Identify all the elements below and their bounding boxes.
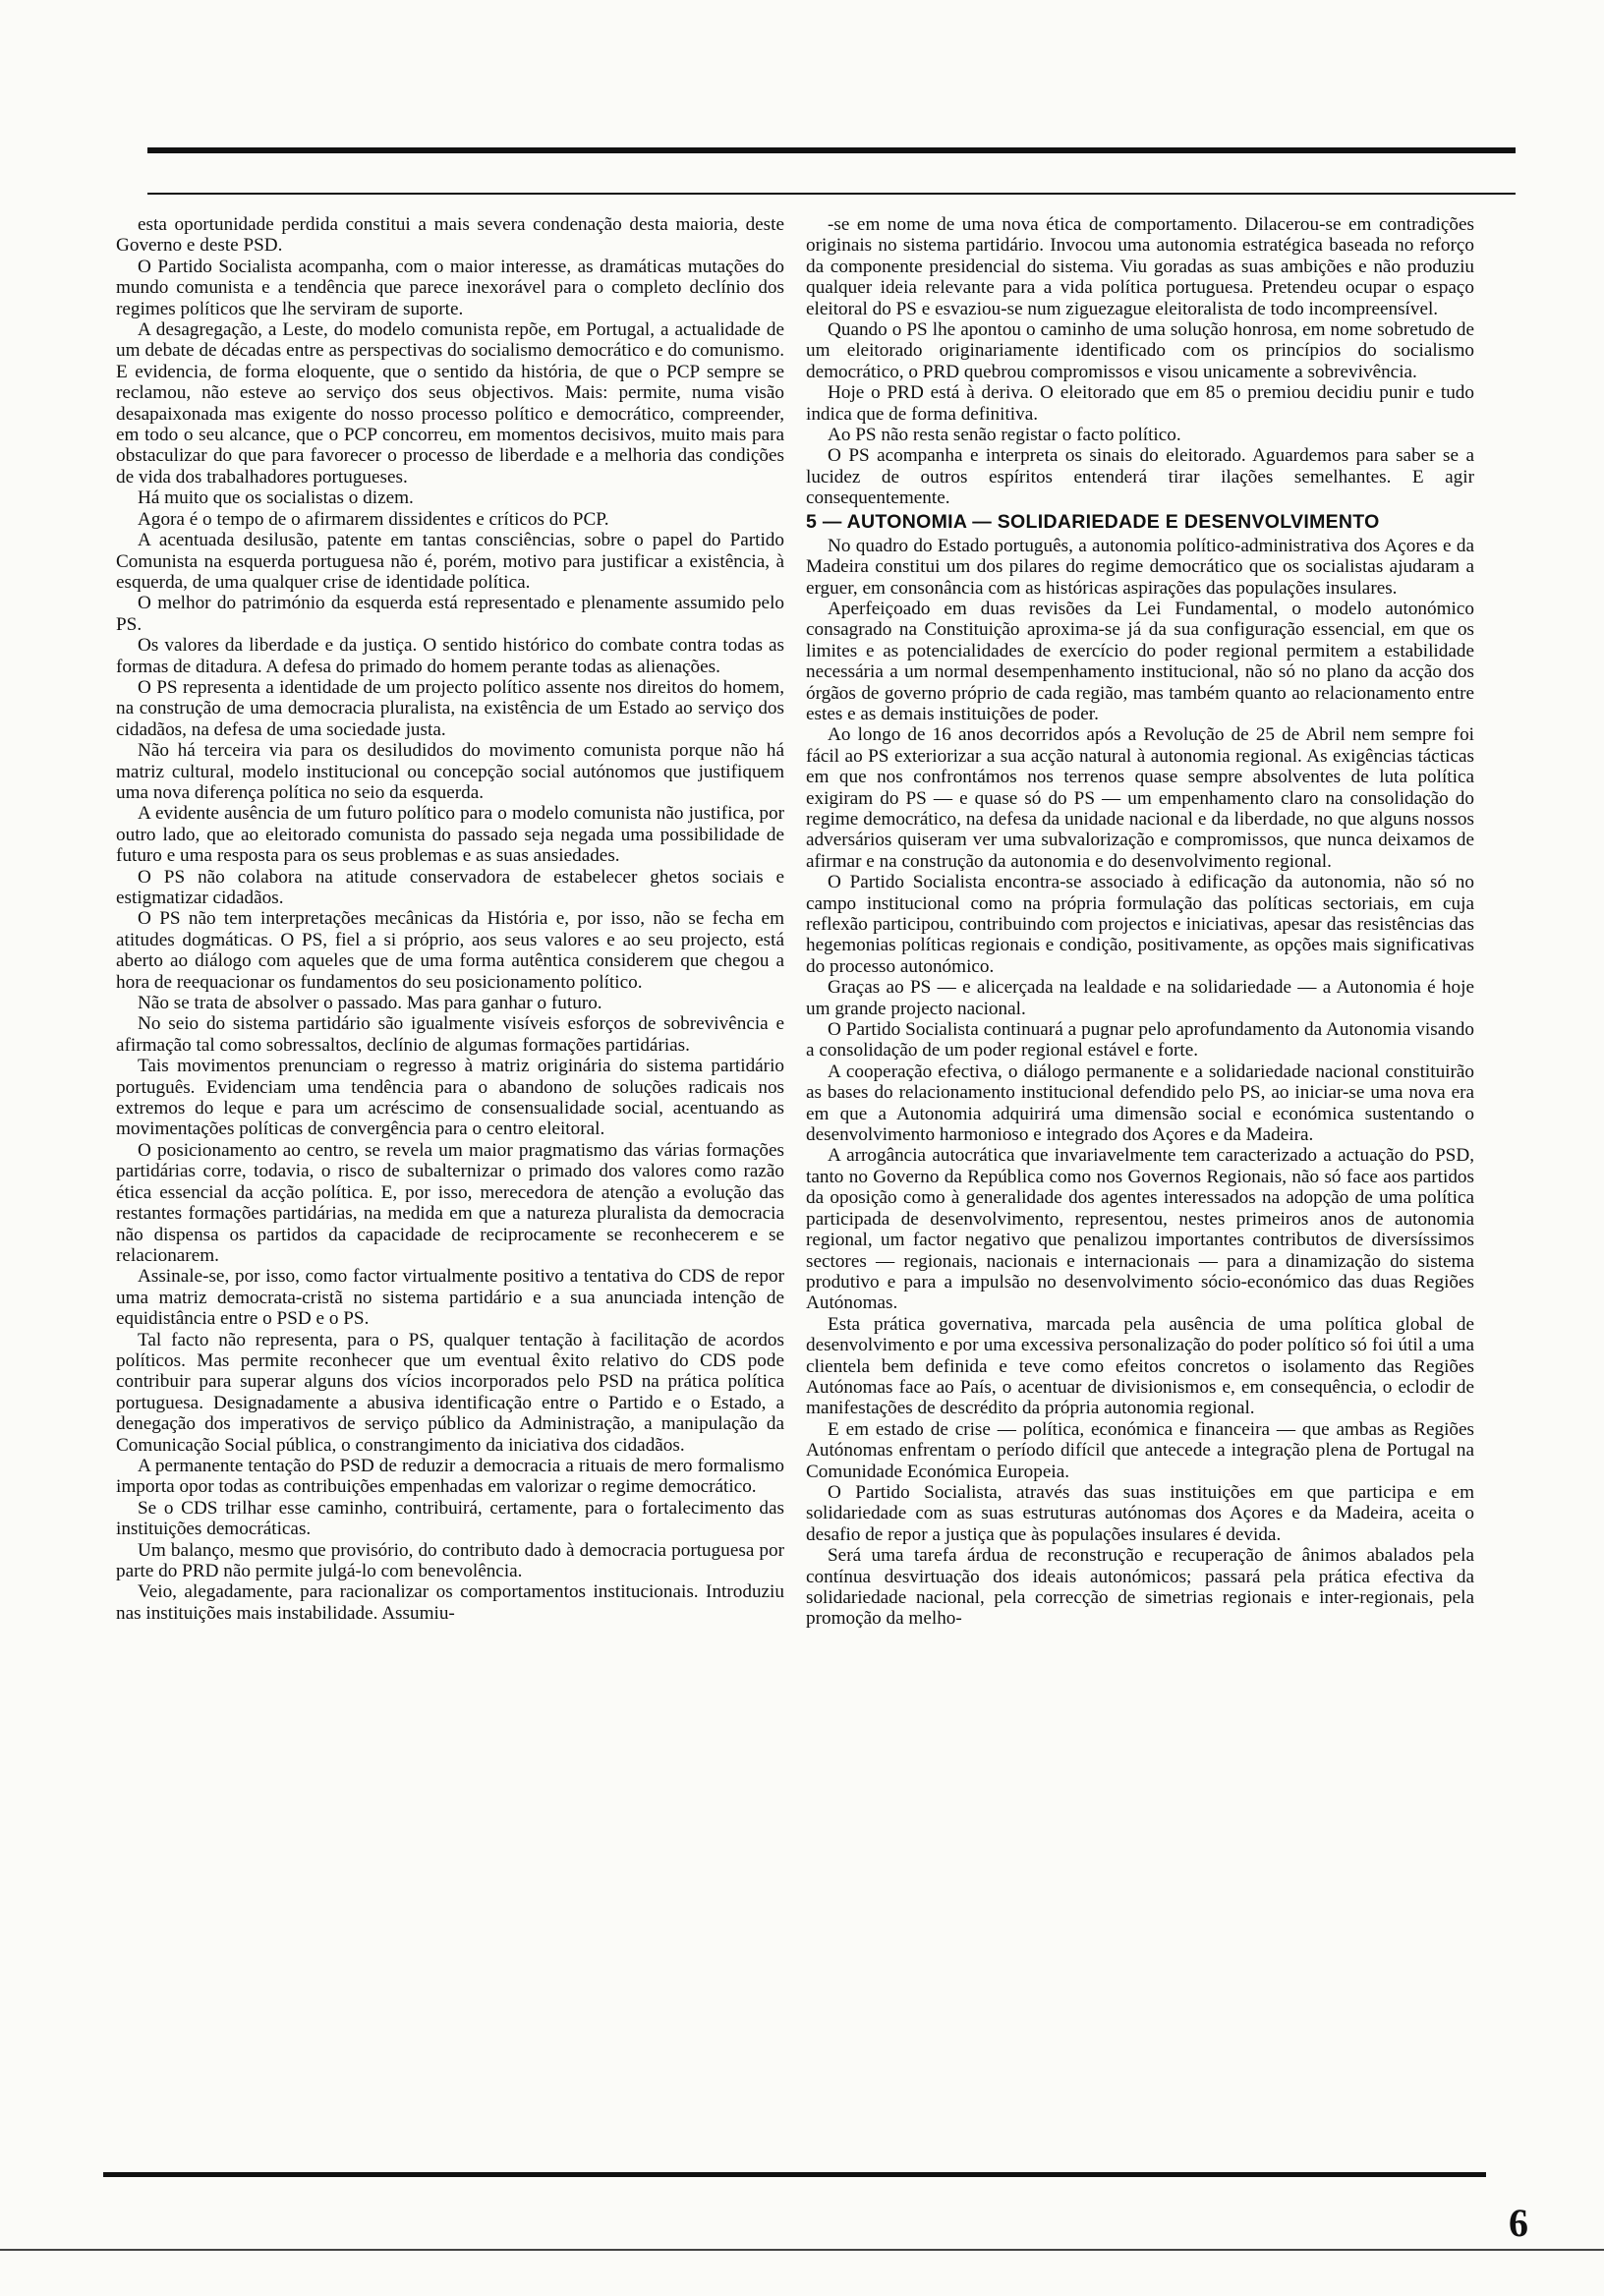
paragraph: O melhor do património da esquerda está representado e plenamente assumido pelo PS. — [116, 593, 784, 635]
paragraph: Tais movimentos prenunciam o regresso à matriz originária do sistema partidário português. Evidenciam uma tendência para o abandono de soluções radicais nos extremos do leque e para um acréscimo de consensualidade social, acentuando as movimentações políticas de convergência para o centro eleitoral. — [116, 1056, 784, 1140]
paragraph: Agora é o tempo de o afirmarem dissidentes e críticos do PCP. — [138, 508, 609, 530]
paragraph: Os valores da liberdade e da justiça. O sentido histórico do combate contra todas as formas de ditadura. A defesa do primado do homem perante todas as alienações. — [116, 635, 784, 677]
paragraph: O posicionamento ao centro, se revela um maior pragmatismo das várias formações partidárias corre, todavia, o risco de subalternizar o primado dos valores como razão ética essencial da acção política. E, por isso, merecedora de atenção a evolução das restantes formações partidárias, na medida em que a natureza pluralista da democracia não dispensa os partidos da capacidade de reciprocamente se reconhecerem e se relacionarem. — [116, 1139, 784, 1266]
paragraph: O PS não tem interpretações mecânicas da História e, por isso, não se fecha em atitudes dogmáticas. O PS, fiel a si próprio, aos seus valores e ao seu projecto, está aberto ao diálogo com aqueles que de uma forma autêntica considerem que chegou a hora de reequacionar os fundamentos do seu posicionamento político. — [116, 908, 784, 993]
paragraph: A arrogância autocrática que invariavelmente tem caracterizado a actuação do PSD, tanto no Governo da República como nos Governos Regionais, não só face aos partidos da oposição como à generalidade dos agentes interessados na adopção de uma política participada de desenvolvimento, representou, nestes primeiros anos de autonomia regional, um factor negativo que penalizou importantes contributos de diversíssimos sectores — regionais, nacionais e internacionais — para a dinamização do sistema produtivo e para a impulsão no desenvolvimento sócio-económico das duas Regiões Autónomas. — [806, 1145, 1474, 1314]
paragraph: O Partido Socialista acompanha, com o maior interesse, as dramáticas mutações do mundo comunista e a tendência que parece inexorável para o completo declínio dos regimes políticos que lhe serviram de suporte. — [116, 256, 784, 319]
paragraph: A permanente tentação do PSD de reduzir a democracia a rituais de mero formalismo importa opor todas as contribuições empenhadas em valorizar o regime democrático. — [116, 1455, 784, 1498]
page-number: 6 — [1509, 2201, 1528, 2245]
paragraph: O PS acompanha e interpreta os sinais do eleitorado. Aguardemos para saber se a lucidez de outros espíritos entenderá tirar ilações semelhantes. E agir consequentemente. — [806, 445, 1474, 509]
paragraph: Esta prática governativa, marcada pela ausência de uma política global de desenvolvimento e por uma excessiva personalização do poder político só foi útil a uma clientela bem definida e teve como efeitos concretos o isolamento das Regiões Autónomas face ao País, o acentuar de divisionismos e, em consequência, o eclodir de manifestações de descrédito da própria autonomia regional. — [806, 1313, 1474, 1419]
paragraph: O Partido Socialista encontra-se associado à edificação da autonomia, não só no campo institucional como na própria formulação das políticas sectoriais, em cuja reflexão participou, contribuindo com projectos e iniciativas, apesar das resistências das hegemonias políticas regionais e condição, positivamente, as opções mais significativas do processo autonómico. — [806, 872, 1474, 977]
bottom-rule — [103, 2172, 1486, 2177]
paragraph: esta oportunidade perdida constitui a mais severa condenação desta maioria, deste Governo e deste PSD. — [116, 214, 784, 257]
right-column-part-b — [806, 536, 1474, 1630]
paragraph: O PS não colabora na atitude conservadora de estabelecer ghetos sociais e estigmatizar cidadãos. — [116, 866, 784, 908]
paragraph: Quando o PS lhe apontou o caminho de uma solução honrosa, em nome sobretudo de um eleitorado originariamente identificado com os princípios do socialismo democrático, o PRD quebrou compromissos e visou unicamente a sobrevivência. — [806, 319, 1474, 382]
top-rule — [147, 147, 1516, 153]
paragraph: E em estado de crise — política, económica e financeira — que ambas as Regiões Autónomas enfrentam o período difícil que antecede a integração plena de Portugal na Comunidade Económica Europeia. — [806, 1418, 1474, 1482]
paragraph: Ao longo de 16 anos decorridos após a Revolução de 25 de Abril nem sempre foi fácil ao PS exteriorizar a sua acção natural à autonomia regional. As exigências tácticas em que nos confrontámos nos terrenos quase sempre absolventes de luta política exigiram do PS — e quase só do PS — um empenhamento claro na consolidação do regime democrático, na defesa da unidade nacional e da liberdade, no que alguns nossos adversários quiseram ver uma subvalorização e compromissos, que nunca deixamos de afirmar e na construção da autonomia e do desenvolvimento regional. — [806, 724, 1474, 872]
paragraph: O Partido Socialista continuará a pugnar pelo aprofundamento da Autonomia visando a consolidação de um poder regional estável e forte. — [806, 1019, 1474, 1062]
paragraph: Assinale-se, por isso, como factor virtualmente positivo a tentativa do CDS de repor uma matriz democrata-cristã no sistema partidário e a sua anunciada intenção de equidistância entre o PSD e o PS. — [116, 1266, 784, 1330]
paragraph: O PS representa a identidade de um projecto político assente nos direitos do homem, na construção de uma democracia pluralista, na existência de um Estado ao serviço dos cidadãos, na defesa de uma sociedade justa. — [116, 676, 784, 740]
paragraph: Há muito que os socialistas o dizem. — [138, 488, 414, 509]
paragraph: Será uma tarefa árdua de reconstrução e recuperação de ânimos abalados pela contínua desvirtuação dos ideais autonómicos; passará pela prática efectiva da solidariedade nacional, pela correcção de simetrias regionais e inter-regionais, pela promoção da melho- — [806, 1545, 1474, 1630]
paragraph: A desagregação, a Leste, do modelo comunista repõe, em Portugal, a actualidade de um debate de décadas entre as perspectivas do socialismo democrático e do comunismo. E evidencia, de forma eloquente, que o sentido da história, de que o PCP sempre se reclamou, não esteve ao serviço dos seus objectivos. Mais: permite, numa visão desapaixonada mas exigente do nosso processo político e democrático, compreender, em todo o seu alcance, que o PCP concorreu, em momentos decisivos, muito mais para obstaculizar do que para favorecer o processo de liberdade e a melhoria das condições de vida dos trabalhadores portugueses. — [116, 319, 784, 488]
right-column-part-a — [806, 214, 1474, 509]
paragraph: Tal facto não representa, para o PS, qualquer tentação à facilitação de acordos políticos. Mas permite reconhecer que um eventual êxito relativo do CDS pode contribuir para superar alguns dos vícios incorporados pelo PSD na prática política portuguesa. Designadamente a abusiva identificação entre o Partido e o Estado, a denegação dos imperativos de serviço público da Administração, a manipulação da Comunicação Social pública, o constrangimento da iniciativa dos cidadãos. — [116, 1329, 784, 1456]
paragraph: Aperfeiçoado em duas revisões da Lei Fundamental, o modelo autonómico consagrado na Constituição aproxima-se já da sua configuração essencial, em que os limites e as potencialidades de exercício do poder regional permitem a estabilidade necessária a um normal desempenhamento institucional, não só no plano da acção dos órgãos de governo próprio de cada região, mas também quanto ao relacionamento entre estes e as demais instituições de poder. — [806, 598, 1474, 724]
paragraph: Hoje o PRD está à deriva. O eleitorado que em 85 o premiou decidiu punir e tudo indica que de forma definitiva. — [806, 382, 1474, 425]
left-column — [116, 214, 784, 1624]
paragraph: Veio, alegadamente, para racionalizar os comportamentos institucionais. Introduziu nas instituições mais instabilidade. Assumiu- — [116, 1581, 784, 1624]
paragraph: Ao PS não resta senão registar o facto político. — [828, 425, 1181, 446]
paragraph: Um balanço, mesmo que provisório, do contributo dado à democracia portuguesa por parte do PRD não permite julgá-lo com benevolência. — [116, 1539, 784, 1581]
paragraph: A evidente ausência de um futuro político para o modelo comunista não justifica, por outro lado, que ao eleitorado comunista do passado seja negada uma possibilidade de futuro e uma resposta para os seus problemas e as suas ansiedades. — [116, 803, 784, 867]
top-thin-rule — [147, 193, 1516, 195]
scan-edge-line — [0, 2249, 1604, 2251]
paragraph: O Partido Socialista, através das suas instituições em que participa e em solidariedade com as suas estruturas autónomas dos Açores e da Madeira, aceita o desafio de repor a justiça que às populações insulares é devida. — [806, 1481, 1474, 1545]
paragraph: -se em nome de uma nova ética de comportamento. Dilacerou-se em contradições originais no sistema partidário. Invocou uma autonomia estratégica baseada no reforço da componente presidencial do sistema. Viu goradas as suas ambições e não produziu qualquer ideia relevante para a vida política portuguesa. Pretendeu ocupar o espaço eleitoral do PS e esvaziou-se num ziguezague eleitoralista de todo incompreensível. — [806, 214, 1474, 319]
paragraph: No seio do sistema partidário são igualmente visíveis esforços de sobrevivência e afirmação tal como sobressaltos, declínio de algumas formações partidárias. — [116, 1013, 784, 1056]
paragraph: No quadro do Estado português, a autonomia político-administrativa dos Açores e da Madeira constitui um dos pilares do regime democrático que os socialistas ajudaram a erguer, em consonância com as históricas aspirações das populações insulares. — [806, 535, 1474, 599]
paragraph: Se o CDS trilhar esse caminho, contribuirá, certamente, para o fortalecimento das instituições democráticas. — [116, 1497, 784, 1540]
paragraph: Não há terceira via para os desiludidos do movimento comunista porque não há matriz cultural, modelo institucional ou concepção social autónomos que justifiquem uma nova diferença política no seio da esquerda. — [116, 740, 784, 803]
right-column — [806, 214, 1474, 1630]
paragraph: Não se trata de absolver o passado. Mas para ganhar o futuro. — [138, 993, 602, 1014]
paragraph: A cooperação efectiva, o diálogo permanente e a solidariedade nacional constituirão as bases do relacionamento institucional defendido pelo PS, ao iniciar-se uma nova era em que a Autonomia adquirirá uma dimensão social e económica sustentando o desenvolvimento harmonioso e integrado dos Açores e da Madeira. — [806, 1061, 1474, 1146]
paragraph: A acentuada desilusão, patente em tantas consciências, sobre o papel do Partido Comunista na esquerda portuguesa não é, porém, motivo para justificar a existência, à esquerda, de uma qualquer crise de identidade política. — [116, 530, 784, 593]
section-heading: 5 — AUTONOMIA — SOLIDARIEDADE E DESENVOLVIMENTO — [806, 510, 1380, 533]
paragraph: Graças ao PS — e alicerçada na lealdade e na solidariedade — a Autonomia é hoje um grande projecto nacional. — [806, 977, 1474, 1019]
